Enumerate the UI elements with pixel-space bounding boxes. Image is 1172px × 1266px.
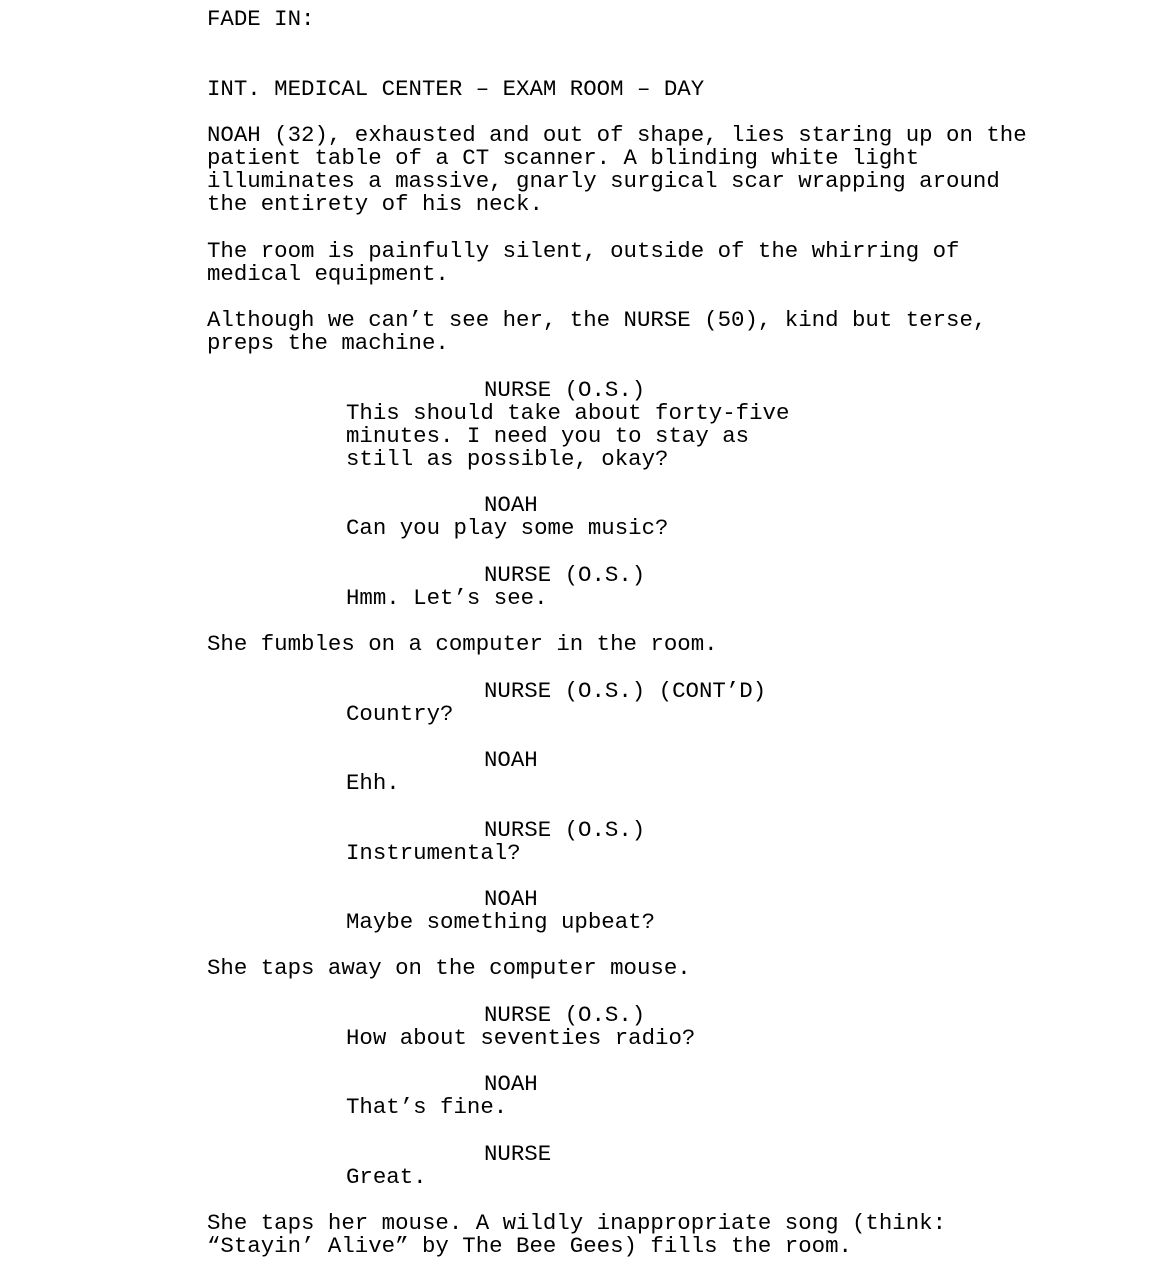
action-line: She taps away on the computer mouse. — [207, 955, 691, 981]
scene-heading: INT. MEDICAL CENTER – EXAM ROOM – DAY — [207, 76, 705, 102]
action-line: preps the machine. — [207, 330, 449, 356]
character-name: NURSE (O.S.) — [484, 377, 646, 403]
action-line: She taps her mouse. A wildly inappropriate song (think: — [207, 1210, 947, 1236]
action-line: “Stayin’ Alive” by The Bee Gees) fills the room. — [207, 1233, 852, 1259]
dialogue-line: Great. — [346, 1164, 427, 1190]
dialogue-line: This should take about forty-five — [346, 400, 790, 426]
dialogue-line: still as possible, okay? — [346, 446, 669, 472]
character-name: NOAH — [484, 747, 538, 773]
transition: FADE IN: — [207, 6, 315, 32]
character-name: NURSE (O.S.) — [484, 817, 646, 843]
character-name: NURSE (O.S.) — [484, 562, 646, 588]
character-name: NURSE (O.S.) — [484, 1002, 646, 1028]
action-line: illuminates a massive, gnarly surgical scar wrapping around — [207, 168, 1000, 194]
action-line: NOAH (32), exhausted and out of shape, lies staring up on the — [207, 122, 1027, 148]
dialogue-line: Can you play some music? — [346, 515, 669, 541]
character-name: NOAH — [484, 492, 538, 518]
dialogue-line: Hmm. Let’s see. — [346, 585, 548, 611]
action-line: the entirety of his neck. — [207, 191, 543, 217]
dialogue-line: Country? — [346, 701, 454, 727]
character-name: NOAH — [484, 886, 538, 912]
dialogue-line: How about seventies radio? — [346, 1025, 696, 1051]
action-line: She fumbles on a computer in the room. — [207, 631, 718, 657]
dialogue-line: minutes. I need you to stay as — [346, 423, 750, 449]
character-name: NURSE (O.S.) (CONT’D) — [484, 678, 767, 704]
action-line: The room is painfully silent, outside of the whirring of — [207, 238, 960, 264]
dialogue-line: Ehh. — [346, 770, 400, 796]
action-line: Although we can’t see her, the NURSE (50), kind but terse, — [207, 307, 987, 333]
dialogue-line: Instrumental? — [346, 840, 521, 866]
dialogue-line: That’s fine. — [346, 1094, 508, 1120]
character-name: NURSE — [484, 1141, 552, 1167]
character-name: NOAH — [484, 1071, 538, 1097]
action-line: patient table of a CT scanner. A blinding white light — [207, 145, 920, 171]
dialogue-line: Maybe something upbeat? — [346, 909, 656, 935]
action-line: medical equipment. — [207, 261, 449, 287]
